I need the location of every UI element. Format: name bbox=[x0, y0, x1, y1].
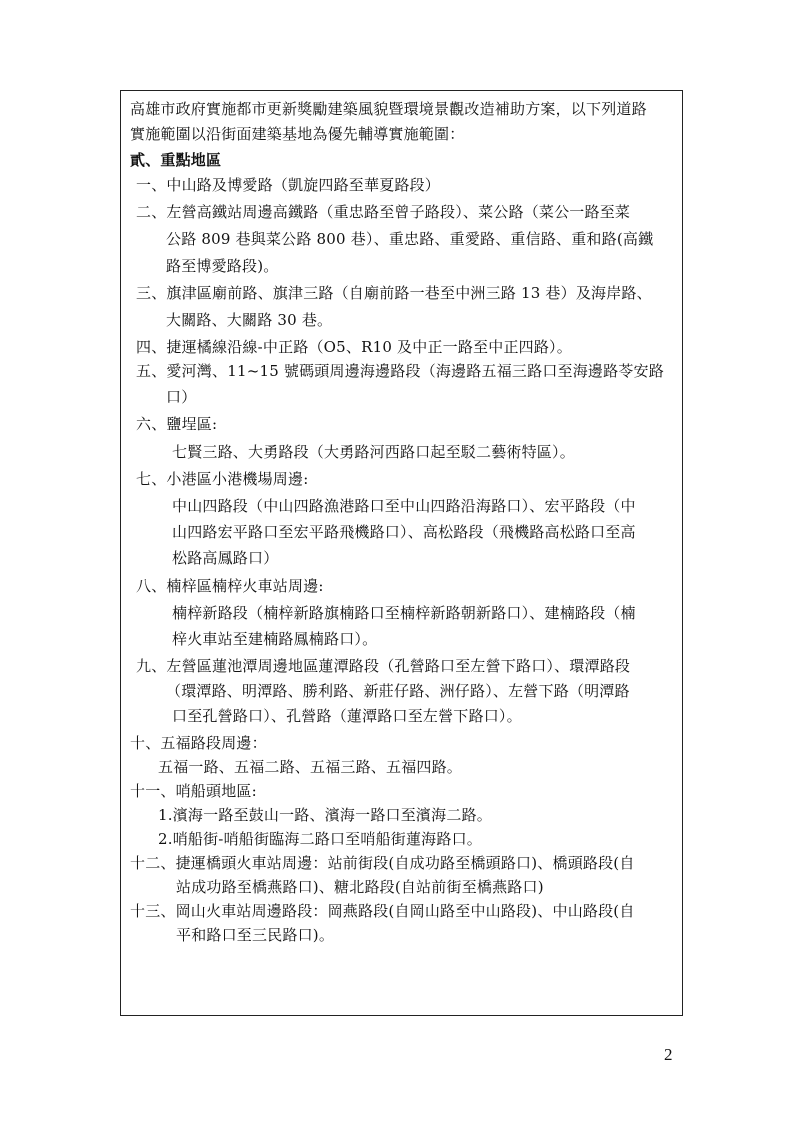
item-11-heading: 十一、哨船頭地區: bbox=[130, 782, 257, 800]
item-6-heading: 六、鹽埕區: bbox=[136, 415, 218, 433]
item-5-line-2: 口） bbox=[166, 388, 197, 406]
item-5-line-1: 五、愛河灣、11~15 號碼頭周邊海邊路段（海邊路五福三路口至海邊路苓安路 bbox=[136, 362, 664, 380]
item-11-detail-2: 2.哨船街-哨船街臨海二路口至哨船街蓮海路口。 bbox=[158, 830, 482, 848]
item-13-line-2: 平和路口至三民路口)。 bbox=[176, 926, 335, 944]
item-10-heading: 十、五福路段周邊： bbox=[130, 734, 267, 752]
item-6-detail: 七賢三路、大勇路段（大勇路河西路口起至駁二藝術特區）。 bbox=[172, 443, 575, 461]
item-2-line-3: 路至博愛路段)。 bbox=[166, 257, 279, 275]
item-12-line-2: 站成功路至橋燕路口)、糖北路段(自站前街至橋燕路口) bbox=[176, 878, 544, 896]
intro-line-1: 高雄市政府實施都市更新獎勵建築風貌暨環境景觀改造補助方案，以下列道路 bbox=[130, 100, 647, 118]
item-11-detail-1: 1.濱海一路至鼓山一路、濱海一路口至濱海二路。 bbox=[158, 806, 492, 824]
item-12-line-1: 十二、捷運橋頭火車站周邊：站前街段(自成功路至橋頭路口)、橋頭路段(自 bbox=[130, 854, 635, 872]
item-7-detail-3: 松路高鳳路口） bbox=[172, 549, 279, 567]
section-title: 貳、重點地區 bbox=[130, 151, 222, 169]
item-7-detail-2: 山四路宏平路口至宏平路飛機路口）、高松路段（飛機路高松路口至高 bbox=[172, 523, 636, 541]
item-8-detail-1: 楠梓新路段（楠梓新路旗楠路口至楠梓新路朝新路口）、建楠路段（楠 bbox=[172, 604, 636, 622]
item-9-line-3: 口至孔營路口）、孔營路（蓮潭路口至左營下路口）。 bbox=[172, 707, 522, 725]
item-9-line-1: 九、左營區蓮池潭周邊地區蓮潭路段（孔營路口至左營下路口）、環潭路段 bbox=[136, 657, 631, 675]
item-7-heading: 七、小港區小港機場周邊: bbox=[136, 470, 309, 488]
item-2-line-1: 二、左營高鐵站周邊高鐵路（重忠路至曾子路段）、菜公路（菜公一路至菜 bbox=[136, 203, 631, 221]
item-1: 一、中山路及博愛路（凱旋四路至華夏路段） bbox=[136, 176, 441, 194]
item-3-line-1: 三、旗津區廟前路、旗津三路（自廟前路一巷至中洲三路 13 巷）及海岸路、 bbox=[136, 284, 652, 302]
item-13-line-1: 十三、岡山火車站周邊路段：岡燕路段(自岡山路至中山路段)、中山路段(自 bbox=[130, 902, 635, 920]
item-9-line-2: （環潭路、明潭路、勝利路、新莊仔路、洲仔路）、左營下路（明潭路 bbox=[166, 682, 630, 700]
item-3-line-2: 大關路、大關路 30 巷。 bbox=[166, 311, 333, 329]
item-8-detail-2: 梓火車站至建楠路鳳楠路口）。 bbox=[172, 630, 378, 648]
item-10-detail: 五福一路、五福二路、五福三路、五福四路。 bbox=[158, 758, 463, 776]
item-4: 四、捷運橘線沿線-中正路（O5、R10 及中正一路至中正四路）。 bbox=[136, 338, 572, 356]
item-8-heading: 八、楠梓區楠梓火車站周邊: bbox=[136, 577, 324, 595]
page-number: 2 bbox=[664, 1045, 673, 1064]
item-7-detail-1: 中山四路段（中山四路漁港路口至中山四路沿海路口）、宏平路段（中 bbox=[172, 497, 636, 515]
item-2-line-2: 公路 809 巷與菜公路 800 巷）、重忠路、重愛路、重信路、重和路(高鐵 bbox=[166, 230, 654, 248]
intro-line-2: 實施範圍以沿街面建築基地為優先輔導實施範圍： bbox=[130, 125, 465, 143]
